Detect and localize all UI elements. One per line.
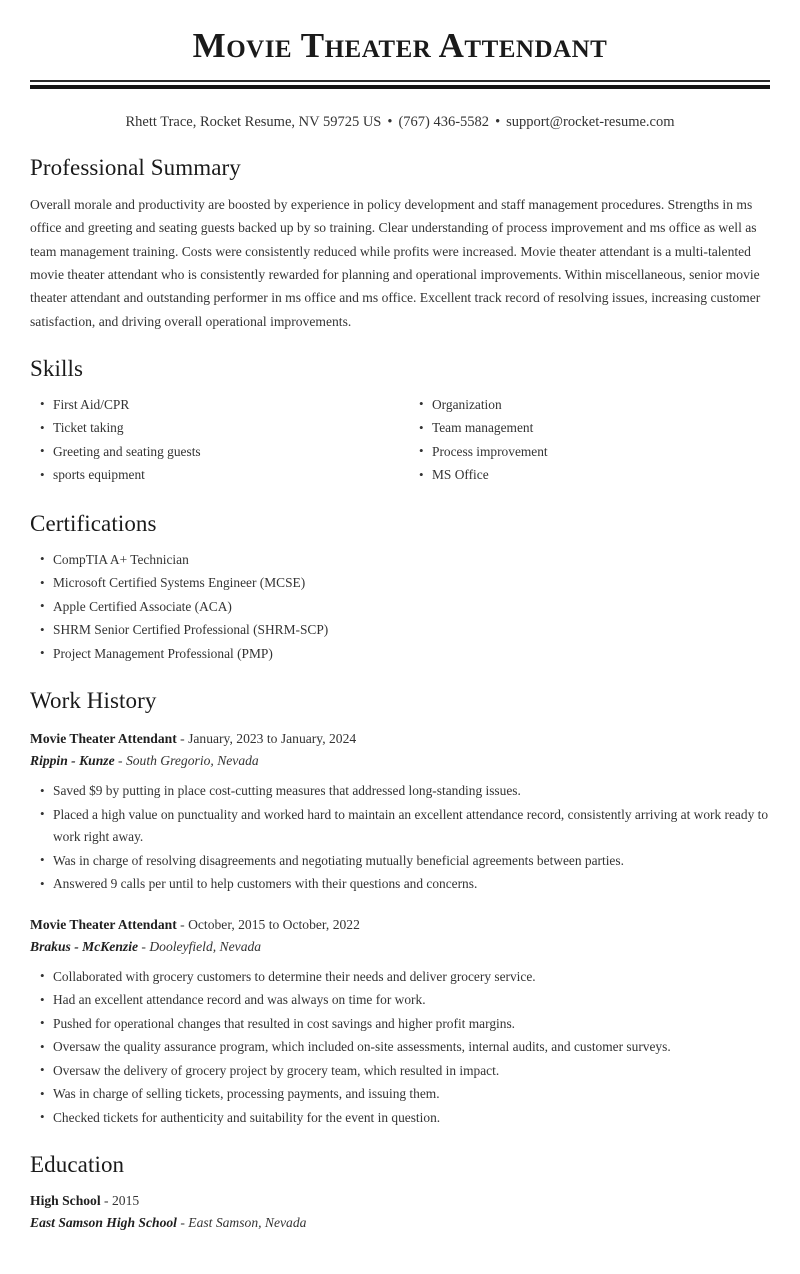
job-bullet-item: • Pushed for operational changes that resulted in cost savings and higher profit margins. [30, 1013, 770, 1036]
section-skills [30, 355, 770, 488]
job-bullet-item: • Checked tickets for authenticity and suitability for the event in question. [30, 1107, 770, 1130]
skills-columns [30, 394, 770, 488]
education-entry [30, 1190, 770, 1234]
skill-item: • Team management [409, 417, 770, 440]
job-company-line [30, 936, 770, 958]
certification-item: • Project Management Professional (PMP) [30, 643, 770, 666]
education-list [30, 1190, 770, 1234]
resume-header [30, 0, 770, 132]
job-location: South Gregorio, Nevada [125, 753, 259, 768]
contact-phone: (767) 436-5582 [398, 114, 490, 131]
job-entry [30, 914, 770, 1130]
job-location: Dooleyfield, Nevada [149, 938, 262, 954]
job-bullet-item: • Oversaw the quality assurance program, which included on-site assessments, internal audits, and customer surveys. [30, 1036, 770, 1059]
job-company-line [30, 750, 770, 772]
education-degree-line [30, 1190, 770, 1212]
skills-list [30, 394, 400, 487]
skill-item: • First Aid/CPR [30, 394, 400, 417]
certification-item: • Apple Certified Associate (ACA) [30, 596, 770, 619]
job-bullet-item: • Saved $9 by putting in place cost-cutting measures that addressed long-standing issues. [30, 780, 770, 803]
dash-separator: - [100, 1192, 112, 1208]
job-dates: January, 2023 to January, 2024 [188, 730, 357, 746]
page-title: Movie Theater Attendant [192, 26, 608, 65]
contact-separator-icon: • [387, 114, 393, 131]
certification-item: • Microsoft Certified Systems Engineer (MCSE) [30, 572, 770, 595]
job-bullet-item: • Was in charge of resolving disagreements and negotiating mutually beneficial agreements between parties. [30, 850, 770, 873]
job-bullet-item: • Had an excellent attendance record and was always on time for work. [30, 989, 770, 1012]
certification-item: • SHRM Senior Certified Professional (SHRM-SCP) [30, 619, 770, 642]
job-title-line [30, 728, 770, 750]
job-dates: October, 2015 to October, 2022 [188, 916, 360, 932]
dash-separator: - [114, 753, 126, 768]
skill-item: • Process improvement [409, 441, 770, 464]
skills-list [409, 394, 770, 487]
section-heading: Professional Summary [30, 155, 241, 181]
job-title: Movie Theater Attendant [30, 916, 177, 932]
section-professional-summary [30, 154, 770, 333]
job-company: Rippin - Kunze [30, 753, 115, 768]
job-entry [30, 728, 770, 896]
skill-item: • sports equipment [30, 464, 400, 487]
skills-column-left [30, 394, 400, 488]
job-bullet-list [30, 966, 770, 1130]
education-degree: High School [30, 1192, 101, 1208]
job-title-line [30, 914, 770, 936]
job-list [30, 728, 770, 1129]
section-certifications [30, 510, 770, 665]
skill-item: • Greeting and seating guests [30, 441, 400, 464]
job-bullet-item: • Was in charge of selling tickets, processing payments, and issuing them. [30, 1083, 770, 1106]
education-school: East Samson High School [30, 1215, 177, 1230]
education-location: East Samson, Nevada [188, 1215, 307, 1230]
section-heading: Certifications [30, 510, 157, 536]
contact-info [30, 113, 770, 132]
job-bullet-item: • Placed a high value on punctuality and worked hard to maintain an excellent attendance record, consistently arriving at work ready to work right away. [30, 804, 770, 849]
dash-separator: - [176, 1215, 189, 1230]
section-work-history [30, 687, 770, 1129]
dash-separator: - [138, 938, 150, 954]
certifications-list [30, 549, 770, 666]
job-bullet-item: • Oversaw the delivery of grocery project by grocery team, which resulted in impact. [30, 1060, 770, 1083]
summary-paragraph: Overall morale and productivity are boosted by experience in policy development and staff management procedures. Strengths in ms office and greeting and seating guests backed up by so training. Clear understanding of process improvement and ms office as well as team management training. Costs were consistently reduced while profits were increased. Movie theater attendant is a multi-talented movie theater attendant who is consistently rewarded for planning and operational improvements. Within miscellaneous, senior movie theater attendant and outstanding performer in ms office and ms office. Excellent track record of resolving issues, increasing customer satisfaction, and driving overall operational improvements. [30, 196, 761, 329]
contact-email[interactable]: support@rocket-resume.com [506, 114, 675, 131]
section-heading: Work History [30, 688, 157, 714]
dash-separator: - [176, 730, 189, 746]
skill-item: • MS Office [409, 464, 770, 487]
section-education [30, 1151, 770, 1274]
job-bullet-list [30, 780, 770, 896]
education-year: 2015 [111, 1192, 140, 1208]
skill-item: • Ticket taking [30, 417, 400, 440]
job-bullet-item: • Answered 9 calls per until to help customers with their questions and concerns. [30, 873, 770, 896]
contact-address: Rhett Trace, Rocket Resume, NV 59725 US [125, 114, 382, 131]
education-school-line [30, 1212, 770, 1234]
certification-item: • CompTIA A+ Technician [30, 549, 770, 572]
header-divider [30, 80, 770, 89]
section-heading: Education [30, 1152, 125, 1178]
job-bullet-item: • Collaborated with grocery customers to determine their needs and deliver grocery service. [30, 966, 770, 989]
job-company: Brakus - McKenzie [30, 938, 139, 954]
dash-separator: - [176, 916, 189, 932]
skills-column-right [400, 394, 770, 488]
section-heading: Skills [30, 356, 84, 382]
job-title: Movie Theater Attendant [30, 730, 177, 746]
skill-item: • Organization [409, 394, 770, 417]
divider-line-thick [30, 85, 770, 89]
contact-separator-icon: • [495, 114, 501, 131]
